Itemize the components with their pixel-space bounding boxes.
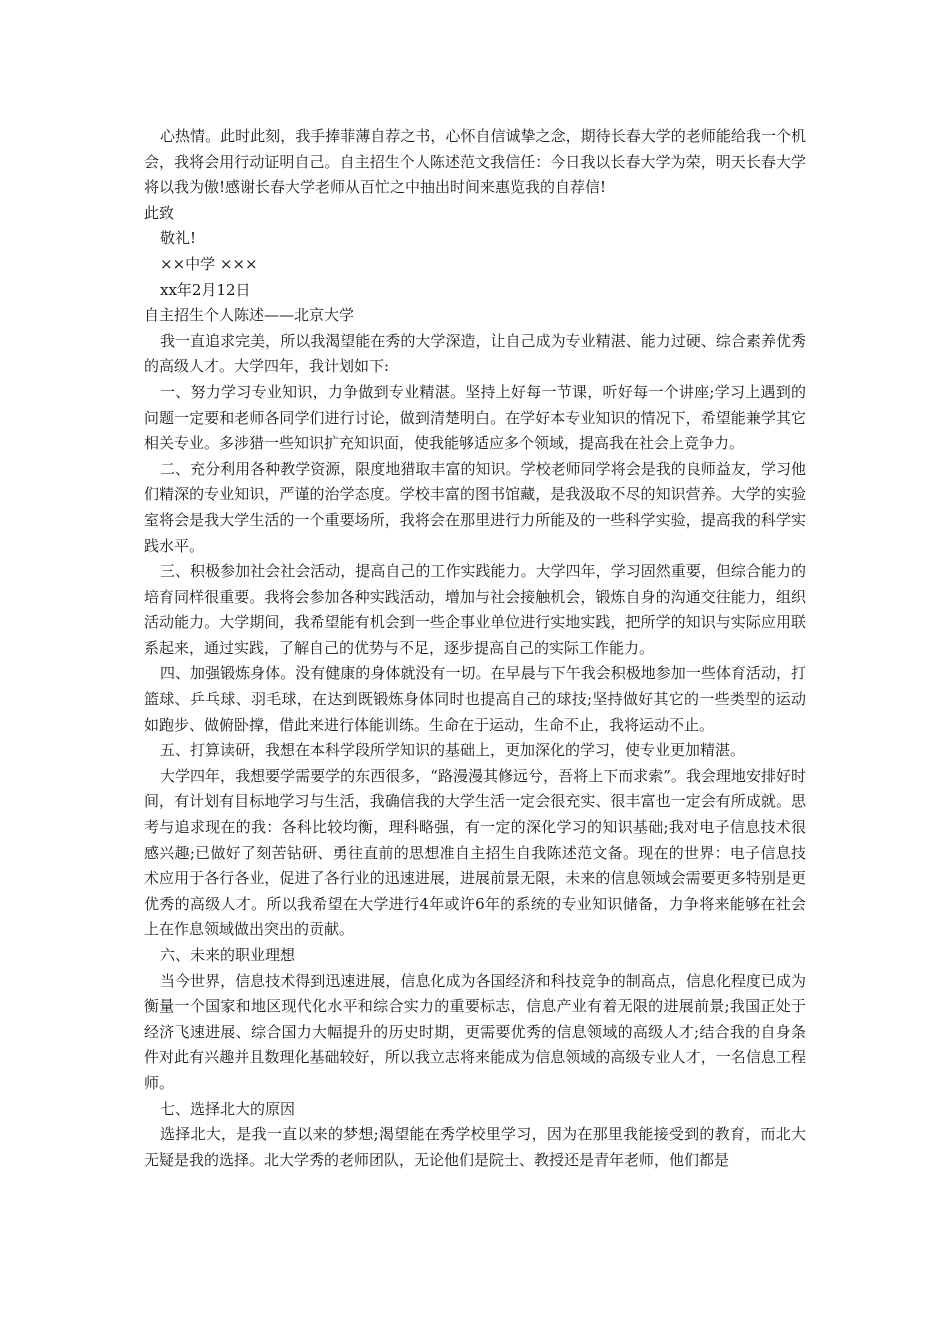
date: xx年2月12日 <box>160 280 251 299</box>
closing-salutation: 此致 <box>144 203 175 222</box>
paragraph: 一、努力学习专业知识，力争做到专业精湛。坚持上好每一节课，听好每一个讲座;学习上遇到的问题一定要和老师各同学们进行讨论，做到清楚明白。在学好本专业知识的情况下，希望能兼学其它相关专业。多涉猎一些知识扩充知识面，使我能够适应多个领域，提高我在社会上竞争力。 <box>144 382 806 453</box>
paragraph: 当今世界，信息技术得到迅速进展，信息化成为各国经济和科技竞争的制高点，信息化程度已成为衡量一个国家和地区现代化水平和综合实力的重要标志，信息产业有着无限的进展前景;我国正处于经济飞速进展、综合国力大幅提升的历史时期，更需要优秀的信息领域的高级人才;结合我的自身条件对此有兴趣并且数理化基础较好，所以我立志将来能成为信息领域的高级专业人才，一名信息工程师。 <box>144 971 806 1092</box>
paragraph: 五、打算读研，我想在本科学段所学知识的基础上，更加深化的学习，使专业更加精湛。 <box>160 741 746 760</box>
paragraph: 选择北大，是我一直以来的梦想;渴望能在秀学校里学习，因为在那里我能接受到的教育，而北大无疑是我的选择。北大学秀的老师团队，无论他们是院士、教授还是青年老师，他们都是 <box>144 1125 806 1169</box>
section-heading: 自主招生个人陈述——北京大学 <box>144 306 355 325</box>
paragraph: 大学四年，我想要学需要学的东西很多，“路漫漫其修远兮，吾将上下而求索”。我会理地安排好时间，有计划有目标地学习与生活，我确信我的大学生活一定会很充实、很丰富也一定会有所成就。思考与追求现在的我：各科比较均衡，理科略强，有一定的深化学习的知识基础;我对电子信息技术很感兴趣;已做好了刻苦钻研、勇往直前的思想准自主招生自我陈述范文备。现在的世界：电子信息技术应用于各行各业，促进了各行业的迅速进展，进展前景无限，未来的信息领域会需要更多特别是更优秀的高级人才。所以我希望在大学进行4年或许6年的系统的专业知识储备，力争将来能够在社会上在作息领域做出突出的贡献。 <box>144 766 806 939</box>
paragraph: 四、加强锻炼身体。没有健康的身体就没有一切。在早晨与下午我会积极地参加一些体育活动，打篮球、乒乓球、羽毛球，在达到既锻炼身体同时也提高自己的球技;坚持做好其它的一些类型的运动如跑步、做俯卧撑，借此来进行体能训练。生命在于运动，生命不止，我将运动不止。 <box>144 664 806 734</box>
paragraph: 三、积极参加社会社会活动，提高自己的工作实践能力。大学四年，学习固然重要，但综合能力的培育同样很重要。我将会参加各种实践活动，增加与社会接触机会，锻炼自身的沟通交往能力，组织活动能力。大学期间，我希望能有机会到一些企事业单位进行实地实践，把所学的知识与实际应用联系起来，通过实践，了解自己的优势与不足，逐步提高自己的实际工作能力。 <box>144 562 806 657</box>
paragraph: 我一直追求完美，所以我渴望能在秀的大学深造，让自己成为专业精湛、能力过硬、综合素养优秀的高级人才。大学四年，我计划如下: <box>144 331 806 376</box>
closing-regards: 敬礼! <box>160 229 197 248</box>
subheading: 六、未来的职业理想 <box>160 946 296 964</box>
document-body <box>144 124 806 1173</box>
paragraph: 心热情。此时此刻，我手捧菲薄自荐之书，心怀自信诚挚之念，期待长春大学的老师能给我一个机会，我将会用行动证明自己。自主招生个人陈述范文我信任：今日我以长春大学为荣，明天长春大学将以我为傲!感谢长春大学老师从百忙之中抽出时间来惠览我的自荐信! <box>144 127 806 197</box>
paragraph: 二、充分利用各种教学资源，限度地猎取丰富的知识。学校老师同学将会是我的良师益友，学习他们精深的专业知识，严谨的治学态度。学校丰富的图书馆藏，是我汲取不尽的知识营养。大学的实验室将会是我大学生活的一个重要场所，我将会在那里进行力所能及的一些科学实验，提高我的科学实践水平。 <box>144 459 806 555</box>
subheading: 七、选择北大的原因 <box>160 1099 296 1118</box>
signature: ××中学 ××× <box>160 254 258 273</box>
